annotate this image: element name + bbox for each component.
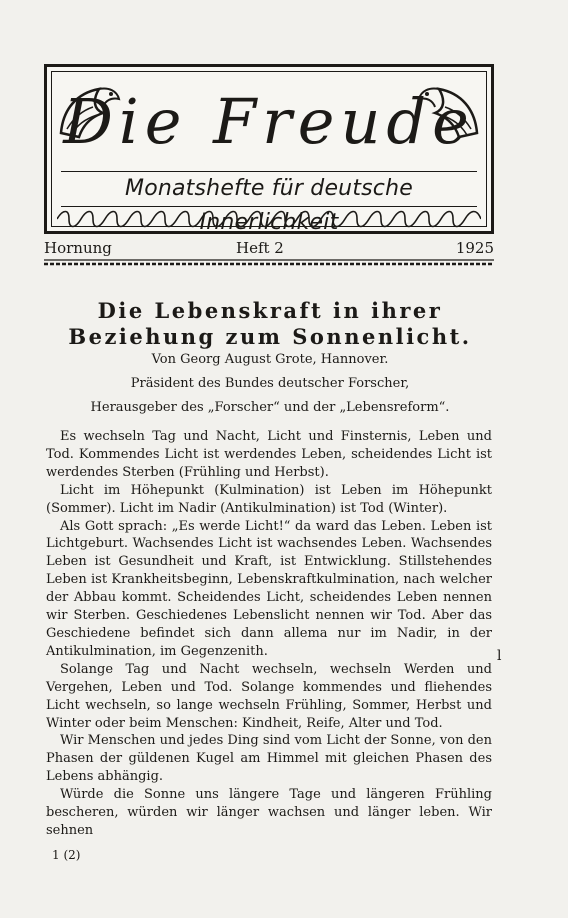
paragraph: Es wechseln Tag und Nacht, Licht und Finsternis, Leben und Tod. Kommendes Licht ist werdendes Leben, scheidendes Licht ist werdendes Sterben (Frühling und Herbst). bbox=[46, 429, 492, 480]
masthead-subtitle: Monatshefte für deutsche Innerlichkeit bbox=[125, 176, 413, 234]
paragraph: Licht im Höhepunkt (Kulmination) ist Leben im Höhepunkt (Sommer). Licht im Nadir (Antikulmination) ist Tod (Winter). bbox=[46, 482, 492, 516]
paragraph: Solange Tag und Nacht wechseln, wechseln Werden und Vergehen, Leben und Tod. Solange kommendes und fliehendes Licht wechseln, so lange wechseln Frühling, Sommer, Herbst und Winter oder beim Menschen: Kindheit, Reife, Alter und Tod. bbox=[46, 661, 492, 731]
masthead bbox=[44, 64, 494, 234]
masthead-title: Die Freude bbox=[63, 85, 475, 158]
byline-role: Präsident des Bundes deutscher Forscher, bbox=[130, 376, 410, 391]
byline-role: Herausgeber des „Forscher“ und der „Lebensreform“. bbox=[90, 400, 450, 415]
article-body bbox=[46, 428, 492, 840]
loop-ornament-border bbox=[57, 209, 481, 229]
issue-month: Hornung bbox=[44, 239, 112, 257]
byline-author: Von Georg August Grote, Hannover. bbox=[151, 352, 389, 367]
issue-line bbox=[44, 238, 494, 258]
issue-number: Heft 2 bbox=[236, 239, 284, 257]
dotted-rule-divider bbox=[44, 258, 494, 266]
paragraph: Als Gott sprach: „Es werde Licht!“ da ward das Leben. Leben ist Lichtgeburt. Wachsendes Licht ist wachsendes Leben. Wachsendes Leben ist Gesundheit und Kraft, ist Entwicklung. Stillstehendes Leben ist Krankheitsbeginn, Lebenskraftkulmination, nach welcher der Abbau kommt. Scheidendes Licht, scheidendes Leben nennen wir Sterben. Geschiedenes Lebenslicht nennen wir Tod. Aber das Geschiedene befindet sich dann allema nur im Nadir, in der Antikulmination, im Gegenzenith. bbox=[46, 518, 492, 659]
article-title: Die Lebenskraft in ihrer Beziehung zum Sonnenlicht. bbox=[68, 298, 472, 349]
issue-year: 1925 bbox=[455, 239, 494, 257]
page-number: 1 (2) bbox=[52, 848, 81, 862]
paragraph: Wir Menschen und jedes Ding sind vom Licht der Sonne, von den Phasen der güldenen Kugel am Himmel mit gleichen Phasen des Lebens abhängig. bbox=[46, 733, 492, 785]
margin-mark: l bbox=[497, 648, 502, 664]
paragraph: Würde die Sonne uns längere Tage und längeren Frühling bescheren, würden wir länger wachsen und länger leben. Wir sehnen bbox=[46, 787, 492, 838]
masthead-subtitle-band bbox=[61, 171, 477, 234]
